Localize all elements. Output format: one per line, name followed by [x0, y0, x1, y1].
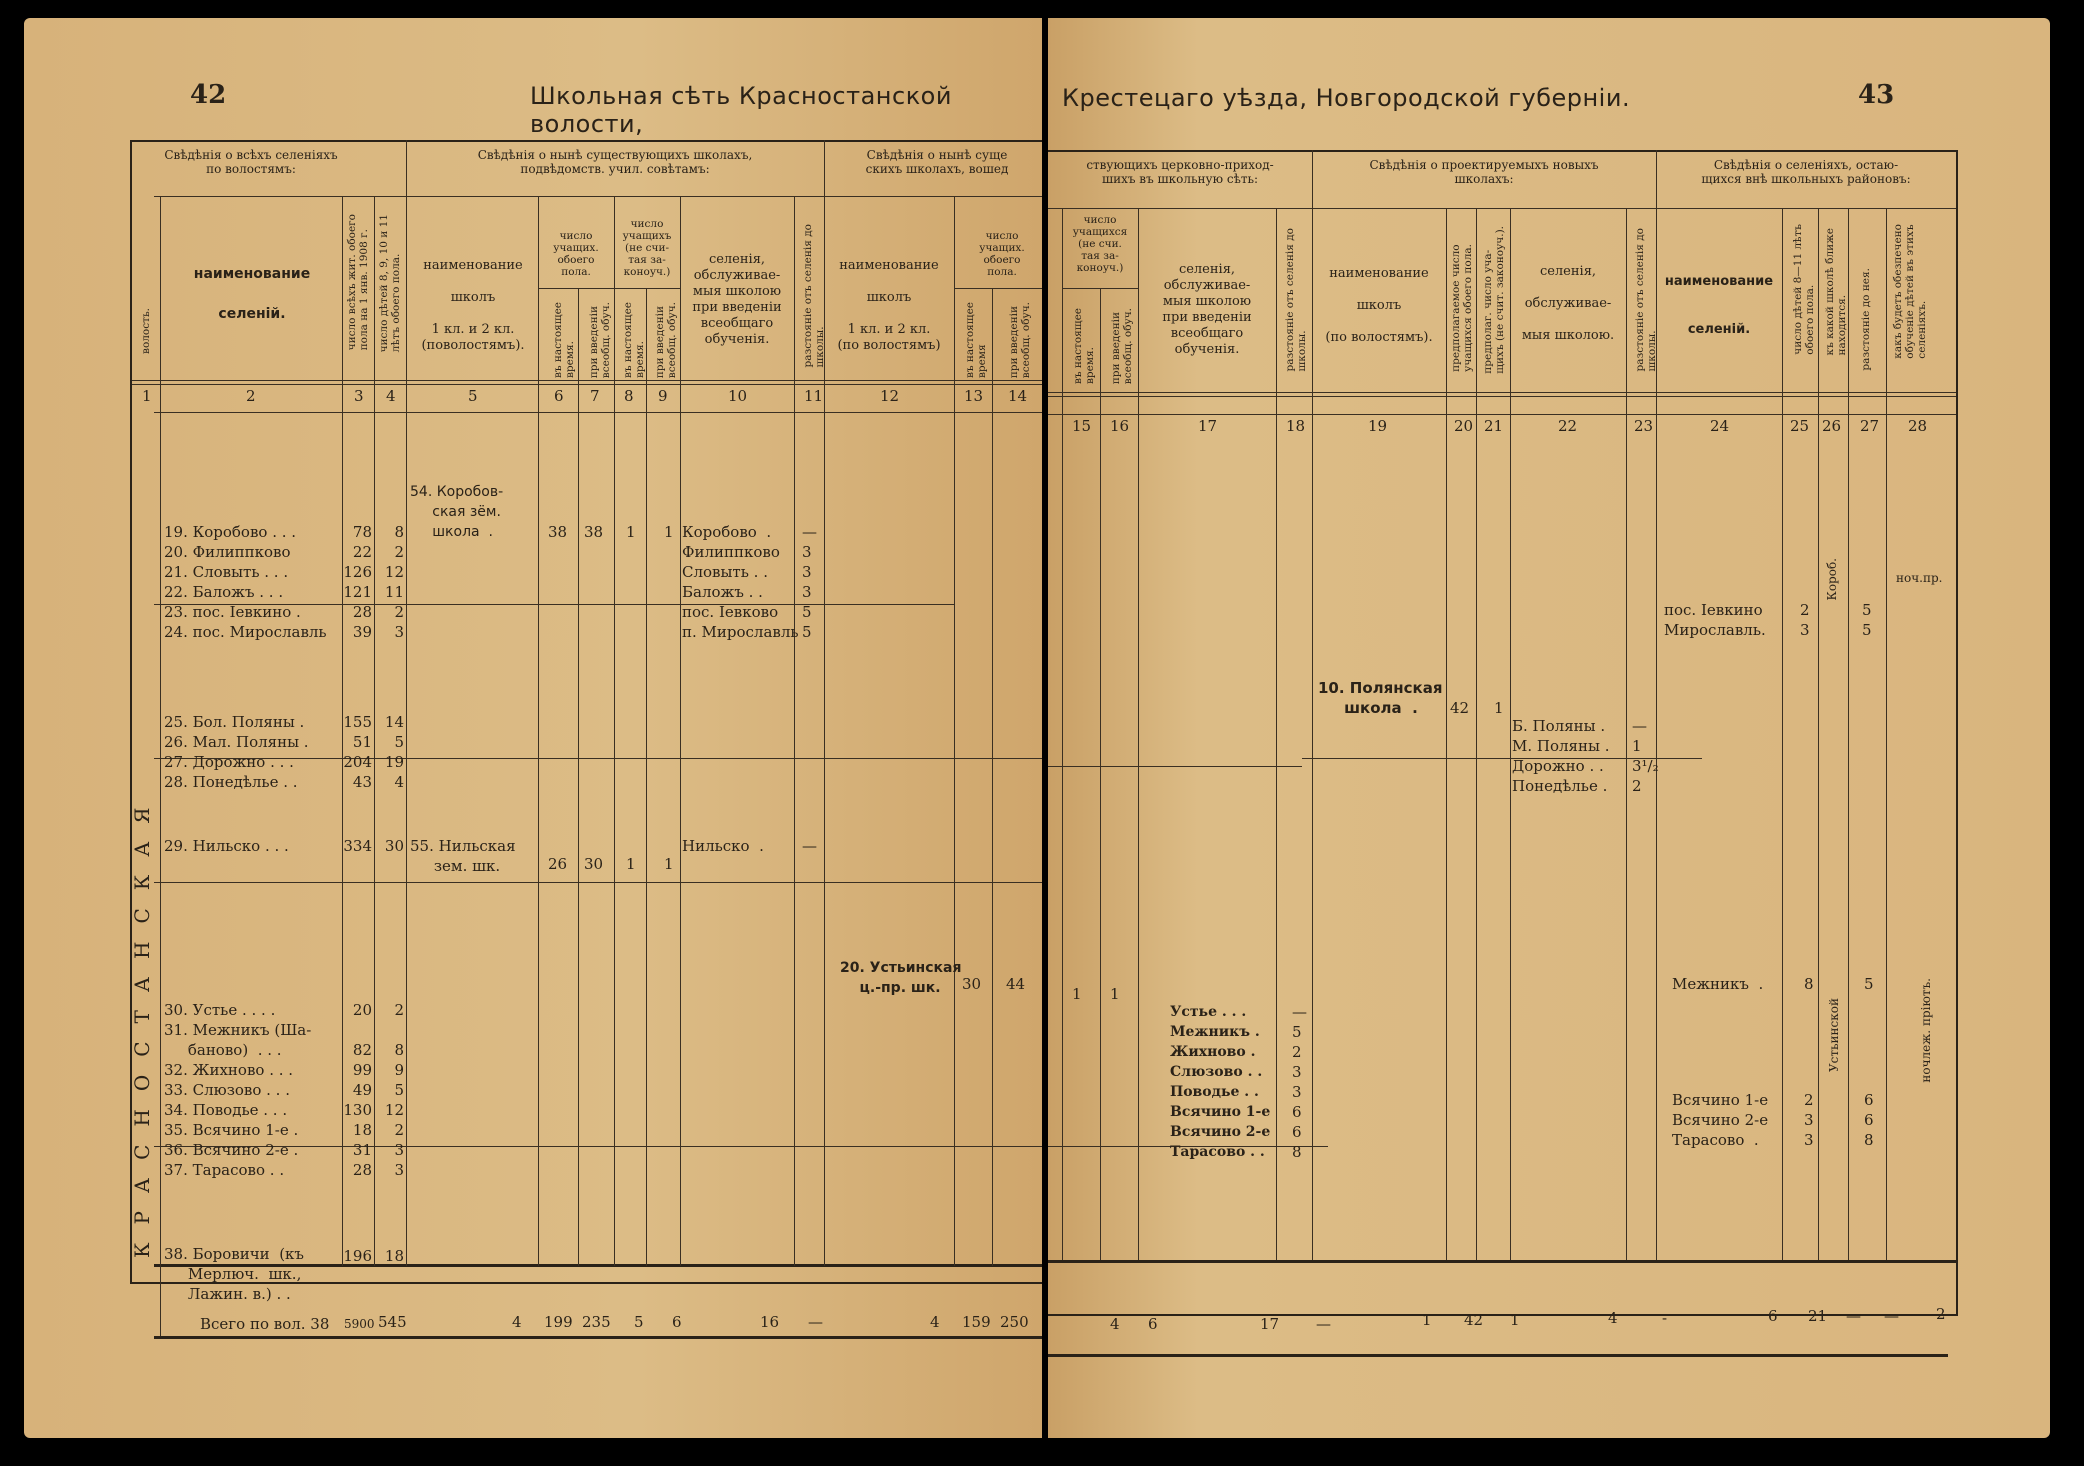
distance-list: — 3 3 3 5 5: [802, 523, 817, 641]
left-page: [24, 18, 1042, 1438]
col-header-teachers: число учащихъ (не счи- тая за- коноуч.): [622, 218, 672, 278]
col-header-church-pupils-now: въ настоящее время: [964, 302, 988, 379]
children: 18: [384, 1247, 404, 1265]
col-header-projected-school: наименование школъ (по волостямъ).: [1325, 266, 1433, 345]
col-num: 20: [1454, 417, 1474, 435]
col-num: 14: [1008, 387, 1028, 405]
header-all-villages: Свѣдѣнія о всѣхъ селеніяхъ по волостямъ:: [164, 148, 338, 176]
outside-children: 2 3 3: [1804, 1091, 1814, 1149]
col-header-teachers-future: при введеніи всеобщ. обуч.: [1110, 308, 1134, 385]
header-church-cont: ствующихъ церковно-приход- шихъ въ школьную сѣть:: [1086, 158, 1274, 186]
outside-distance: 6 6 8: [1864, 1091, 1874, 1149]
total: 6: [672, 1313, 682, 1331]
total: 5: [634, 1313, 644, 1331]
col-num: 7: [590, 387, 600, 405]
population-list: 78 22 126 121 28 39: [343, 523, 372, 641]
col-num: 11: [804, 387, 824, 405]
volost-name: КРАСНОСТАНСКАЯ: [130, 789, 154, 1258]
col-header-volost: волость.: [140, 308, 152, 354]
col-header-population: число всѣхъ жит. обоего пола на 1 янв. 1908 г.: [346, 214, 370, 351]
nearest-school: Короб.: [1825, 558, 1839, 601]
teachers-now: 1: [626, 855, 636, 873]
col-header-served-villages: селенія, обслуживае- мыя школою.: [1521, 264, 1615, 343]
total: 1: [1422, 1311, 1432, 1329]
projected-teachers: 1: [1494, 699, 1504, 717]
church-school-name: 20. Устьинская ц.-пр. шк.: [840, 960, 962, 996]
col-num: 5: [468, 387, 478, 405]
teachers-future: 1: [664, 855, 674, 873]
outside-villages: пос. Іевкино Мирославль.: [1664, 601, 1766, 639]
population-list: 20 82 99 49 130 18 31 28: [343, 1001, 372, 1179]
col-num: 10: [728, 387, 748, 405]
col-num: 8: [624, 387, 634, 405]
outside-distance: 5: [1864, 975, 1874, 993]
col-num: 19: [1368, 417, 1388, 435]
col-header-distance: разстояніе отъ селенія до школы.: [1284, 228, 1308, 372]
projected-distance: — 1 3¹/₂ 2: [1632, 717, 1659, 795]
total: —: [1316, 1315, 1331, 1333]
col-header-teachers-now: въ настоящее время.: [1072, 308, 1096, 385]
col-num: 16: [1110, 417, 1130, 435]
col-num: 18: [1286, 417, 1306, 435]
total: 4: [1110, 1315, 1120, 1333]
village-list: 29. Нильско . . .: [164, 837, 289, 855]
provision: ночлеж. пріютъ.: [1919, 978, 1933, 1083]
col-num: 2: [246, 387, 256, 405]
col-header-distance: разстояніе отъ селенія до школы.: [1634, 228, 1658, 372]
header-outside: Свѣдѣнія о селеніяхъ, остаю- щихся внѣ школьныхъ районовъ:: [1701, 158, 1911, 186]
total: 42: [1464, 1311, 1484, 1329]
header-projected: Свѣдѣнія о проектируемыхъ новыхъ школахъ:: [1369, 158, 1599, 186]
pupils-future: 30: [584, 855, 604, 873]
col-header-served-villages: селенія, обслуживае- мыя школою при введеніи всеобщаго обученія.: [692, 252, 782, 347]
col-header-teachers-future: при введеніи всеобщ. обуч.: [654, 302, 678, 379]
total: —: [808, 1313, 823, 1331]
col-num: 9: [658, 387, 668, 405]
col-num: 12: [880, 387, 900, 405]
church-teachers-now: 1: [1072, 985, 1082, 1003]
total: 235: [582, 1313, 611, 1331]
col-header-church-teachers: число учащихся (не счи. тая за- коноуч.): [1072, 214, 1128, 274]
total: 17: [1260, 1315, 1280, 1333]
col-header-pupils-now: въ настоящее время.: [552, 302, 576, 379]
total: 6: [1148, 1315, 1158, 1333]
total: 4: [512, 1313, 522, 1331]
total: 4: [1608, 1309, 1618, 1327]
page-number-left: 42: [190, 80, 227, 110]
total: 1: [1510, 1311, 1520, 1329]
header-existing-schools: Свѣдѣнія о нынѣ существующихъ школахъ, подвѣдомств. учил. совѣтамъ:: [477, 148, 753, 176]
col-num: 4: [386, 387, 396, 405]
total: 199: [544, 1313, 573, 1331]
provision: ноч.пр.: [1896, 571, 1943, 585]
col-header-distance: разстояніе отъ селенія до школы.: [802, 224, 826, 368]
col-num: 3: [354, 387, 364, 405]
col-header-outside-villages: наименование селеній.: [1664, 274, 1774, 337]
col-num: 13: [964, 387, 984, 405]
col-header-teachers-now: въ настоящее время.: [622, 302, 646, 379]
col-header-nearest-school: къ какой школѣ ближе находится.: [1824, 228, 1848, 356]
pupils-now: 38: [548, 523, 568, 541]
distance: —: [802, 837, 817, 855]
col-num: 21: [1484, 417, 1504, 435]
col-header-villages: наименование селеній.: [193, 266, 311, 322]
projected-served: Б. Поляны . М. Поляны . Дорожно . . Понедѣлье .: [1512, 717, 1610, 795]
total: —: [1884, 1307, 1899, 1325]
total: -: [1662, 1309, 1668, 1327]
children-list: 2 8 9 5 12 2 3 3: [384, 1001, 404, 1179]
col-header-church-pupils: число учащих. обоего пола.: [979, 230, 1025, 278]
total: 250: [1000, 1313, 1029, 1331]
total: 16: [760, 1313, 780, 1331]
col-num: 25: [1790, 417, 1810, 435]
church-teachers-future: 1: [1110, 985, 1120, 1003]
total: 545: [378, 1313, 407, 1331]
col-header-pupils-future: при введеніи всеобщ. обуч.: [588, 302, 612, 379]
col-num: 26: [1822, 417, 1842, 435]
pupils-now: 26: [548, 855, 568, 873]
outside-villages: Всячино 1-е Всячино 2-е Тарасово .: [1672, 1091, 1769, 1149]
col-header-provision: какъ будетъ обезпечено обученіе дѣтей въ этихъ селеніяхъ.: [1892, 224, 1928, 359]
total: 21: [1808, 1307, 1828, 1325]
right-page: [1048, 18, 2050, 1438]
children-list: 8 2 12 11 2 3: [384, 523, 404, 641]
village-list: 19. Коробово . . . 20. Филиппково 21. Словыть . . . 22. Баложъ . . . 23. пос. Іевкино . 24. пос. Мирославль: [164, 523, 327, 641]
outside-distance: 5 5: [1862, 601, 1872, 639]
page-number-right: 43: [1858, 80, 1895, 110]
header-church-schools: Свѣдѣнія о нынѣ суще скихъ школахъ, вошед: [865, 148, 1009, 176]
total: 2: [1936, 1305, 1946, 1323]
school-name: 54. Коробов- ская зём. школа .: [410, 484, 504, 540]
total: 6: [1768, 1307, 1778, 1325]
served-villages: Коробово . Филиппково Словыть . . Баложъ . . пос. Іевково п. Мирославль: [682, 523, 799, 641]
col-num: 22: [1558, 417, 1578, 435]
col-header-church-school: наименование школъ 1 кл. и 2 кл. (по волостямъ): [837, 258, 941, 353]
col-num: 27: [1860, 417, 1880, 435]
total: 4: [930, 1313, 940, 1331]
total: 5900: [344, 1317, 375, 1331]
total: 159: [962, 1313, 991, 1331]
school-name: 55. Нильская зем. шк.: [410, 837, 516, 875]
col-header-church-pupils-future: при введеніи всеобщ. обуч.: [1008, 302, 1032, 379]
col-header-projected-pupils: предполагаемое число учащихся обоего пола.: [1450, 244, 1474, 372]
outside-children: 2 3: [1800, 601, 1810, 639]
church-pupils-now: 30: [962, 975, 982, 993]
pupils-future: 38: [584, 523, 604, 541]
total: —: [1846, 1307, 1861, 1325]
church-pupils-future: 44: [1006, 975, 1026, 993]
village-list: 30. Устье . . . . 31. Межникъ (Ша- баново) . . . 32. Жихново . . . 33. Слюзово . . . 34. Поводье . . . 35. Всячино 1-е . 36. Всячино 2-е . 37. Тарасово . .: [164, 1001, 312, 1179]
children: 30: [384, 837, 404, 855]
col-num: 28: [1908, 417, 1928, 435]
village-list: 38. Боровичи (къ Мерлюч. шк., Лажин. в.) . .: [164, 1245, 304, 1303]
projected-school-name: 10. Полянская школа .: [1318, 679, 1443, 717]
col-header-outside-children: число дѣтей 8—11 лѣтъ обоего пола.: [1792, 224, 1816, 355]
running-title-left: Школьная сѣть Красностанской волости,: [530, 82, 952, 138]
population: 196: [343, 1247, 372, 1265]
population: 334: [343, 837, 372, 855]
nearest-school: Устьинской: [1827, 998, 1841, 1073]
teachers-now: 1: [626, 523, 636, 541]
col-num: 6: [554, 387, 564, 405]
outside-villages: Межникъ .: [1672, 975, 1764, 993]
col-num: 17: [1198, 417, 1218, 435]
church-distance: — 5 2 3 3 6 6 8: [1292, 1003, 1307, 1161]
population-list: 155 51 204 43: [343, 713, 372, 791]
running-title-right: Крестецаго уѣзда, Новгородской губерніи.: [1062, 84, 1631, 112]
col-header-projected-teachers: предполаг. число уча- щихъ (не счит. законоуч.).: [1482, 226, 1506, 374]
children-list: 14 5 19 4: [384, 713, 404, 791]
col-header-school-name: наименование школъ 1 кл. и 2 кл. (поволостямъ).: [421, 258, 525, 353]
col-header-pupils: число учащих. обоего пола.: [553, 230, 599, 278]
projected-pupils: 42: [1450, 699, 1470, 717]
village-list: 25. Бол. Поляны . 26. Мал. Поляны . 27. Дорожно . . . 28. Понедѣлье . .: [164, 713, 309, 791]
col-num: 1: [142, 387, 152, 405]
served-villages: Нильско .: [682, 837, 764, 855]
col-num: 15: [1072, 417, 1092, 435]
col-num: 23: [1634, 417, 1654, 435]
church-served: Устье . . . Межникъ . Жихново . Слюзово . . Поводье . . Всячино 1-е Всячино 2-е Тарасово . .: [1170, 1004, 1271, 1160]
col-header-children: число дѣтей 8, 9, 10 и 11 лѣтъ обоего пола.: [378, 214, 402, 353]
col-header-served-villages: селенія, обслуживае- мыя школою при введеніи всеобщаго обученія.: [1162, 262, 1252, 357]
col-header-nearest-distance: разстояніе до нея.: [1860, 268, 1872, 371]
totals-label: Всего по вол. 38: [200, 1315, 330, 1333]
teachers-future: 1: [664, 523, 674, 541]
col-num: 24: [1710, 417, 1730, 435]
outside-children: 8: [1804, 975, 1814, 993]
